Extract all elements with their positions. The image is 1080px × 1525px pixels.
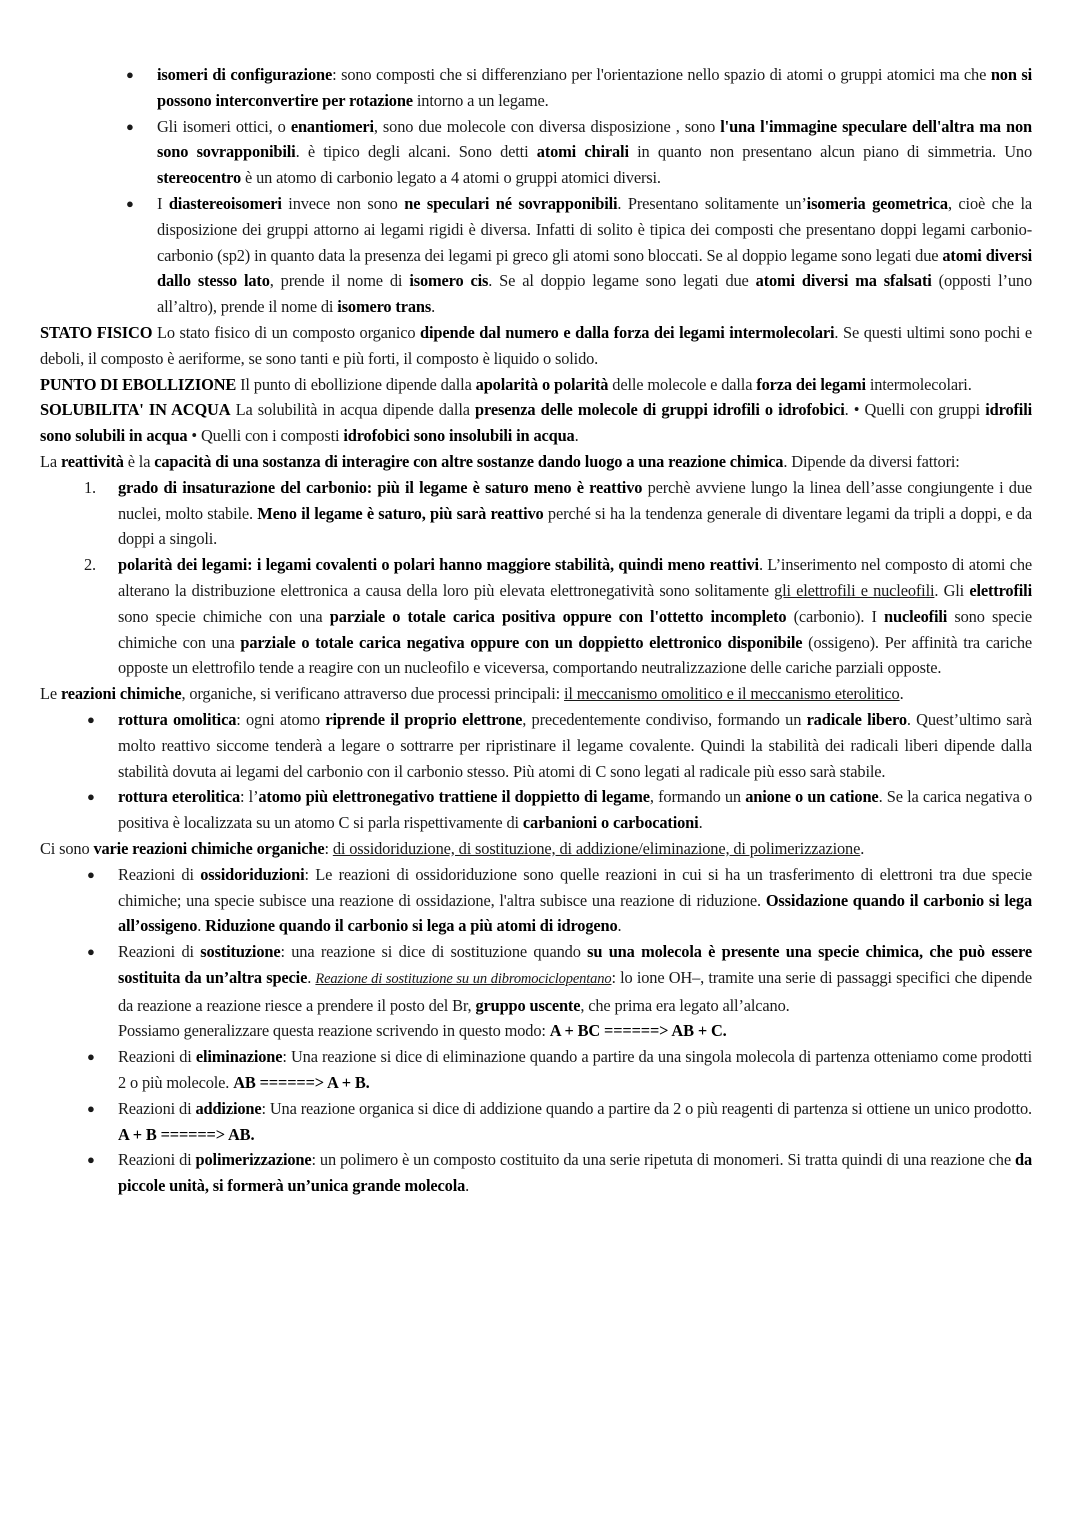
bold-text: addizione bbox=[195, 1098, 262, 1118]
text-run: : ogni atomo bbox=[236, 709, 326, 729]
text-run: . Se la carica negativa o positiva è localizzata su un atomo C si parla rispettivamente di bbox=[118, 787, 1032, 833]
underlined-text: Reazione di sostituzione su un dibromociclopentano bbox=[315, 970, 612, 987]
bold-text: su una molecola è presente una specie chimica, che può essere sostituita da un’altra specie bbox=[118, 942, 1033, 987]
bullet-icon: ● bbox=[87, 866, 95, 882]
text-run: Reazioni di bbox=[118, 864, 201, 884]
bold-text: da piccole unità, si formerà un’unica grande molecola bbox=[118, 1150, 1032, 1196]
bold-text: ne speculari né sovrapponibili bbox=[404, 193, 618, 213]
text-run: . bbox=[431, 297, 436, 317]
bullet-list-item bbox=[40, 62, 1032, 114]
bold-text: rottura eterolitica bbox=[118, 787, 241, 807]
paragraph bbox=[40, 449, 1032, 475]
bullet-list-item bbox=[40, 1147, 1032, 1199]
text-run: , precedentemente condiviso, formando un bbox=[522, 709, 807, 729]
bold-text: Riduzione quando il carbonio si lega a più atomi di idrogeno bbox=[205, 916, 618, 936]
text-run: . Se questi ultimi sono pochi e deboli, il composto è aeriforme, se sono tanti e più forti, il composto è liquido o solido. bbox=[40, 322, 1032, 368]
bold-text: sostituzione bbox=[200, 942, 281, 962]
paragraph bbox=[40, 320, 1032, 372]
bullet-list-item bbox=[40, 784, 1032, 836]
text-run: perché si ha la tendenza generale di diventare legami da tripli a doppi, e da doppi a singoli. bbox=[118, 503, 1032, 549]
text-run: intorno a un legame. bbox=[412, 90, 549, 110]
text-run: Reazioni di bbox=[118, 1047, 196, 1067]
bold-text: atomi diversi ma sfalsati bbox=[755, 271, 932, 291]
text-run: Reazioni di bbox=[118, 1098, 196, 1118]
bold-text: parziale o totale carica negativa oppure con un doppietto elettronico disponibile bbox=[240, 632, 803, 652]
text-run: . Gli bbox=[934, 580, 970, 600]
numbered-list-item bbox=[40, 475, 1032, 552]
underlined-text: gli elettrofili e nucleofili bbox=[774, 580, 935, 600]
bold-text: stereocentro bbox=[157, 168, 242, 188]
bold-text: reattività bbox=[60, 451, 124, 471]
bold-text: Meno il legame è saturo, più sarà reattivo bbox=[257, 503, 544, 523]
paragraph-continuation bbox=[118, 1018, 1032, 1044]
bullet-icon: ● bbox=[126, 67, 134, 82]
text-run: delle molecole e dalla bbox=[608, 374, 757, 394]
bullet-list-item bbox=[40, 939, 1032, 1044]
text-run: . Se al doppio legame sono legati due bbox=[488, 271, 756, 291]
bold-text: gruppo uscente bbox=[475, 995, 581, 1015]
bold-text: idrofobici sono insolubili in acqua bbox=[343, 426, 575, 446]
paragraph bbox=[40, 397, 1032, 449]
list-number: 1. bbox=[84, 477, 96, 497]
text-run: . bbox=[574, 426, 579, 446]
bold-text: reazioni chimiche bbox=[60, 684, 182, 704]
text-run: . Presentano solitamente un’ bbox=[617, 193, 807, 213]
text-run: Reazioni di bbox=[118, 942, 201, 962]
text-run: è un atomo di carbonio legato a 4 atomi o gruppi atomici diversi. bbox=[241, 168, 661, 188]
text-run: (ossigeno). Per affinità tra cariche opposte un elettrofilo tende a reagire con un nucleofilo e viceversa, comportando neutralizzazione delle cariche parziali opposte. bbox=[118, 632, 1032, 678]
bold-text: isomeri di configurazione bbox=[157, 65, 333, 84]
text-run: • Quelli con i composti bbox=[187, 426, 344, 446]
bold-text: non si possono interconvertire per rotazione bbox=[157, 65, 1033, 110]
text-run: , formando un bbox=[649, 787, 746, 807]
bold-text: atomo più elettronegativo trattiene il doppietto di legame bbox=[258, 787, 650, 807]
text-run: . bbox=[307, 967, 316, 987]
bold-text: anione o un catione bbox=[745, 787, 879, 807]
underlined-text: il meccanismo omolitico e il meccanismo eterolitico bbox=[564, 684, 900, 704]
numbered-list-item bbox=[40, 552, 1032, 681]
text-run: , prende il nome di bbox=[269, 271, 410, 291]
bold-text: enantiomeri bbox=[290, 116, 374, 136]
bullet-icon: ● bbox=[126, 195, 134, 211]
bold-text: riprende il proprio elettrone bbox=[325, 709, 523, 729]
text-run: Gli isomeri ottici, o bbox=[157, 116, 291, 136]
bullet-icon: ● bbox=[87, 1152, 95, 1168]
bullet-list-item bbox=[40, 191, 1032, 320]
bold-text: dipende dal numero e dalla forza dei legami intermolecolari bbox=[420, 322, 835, 342]
bold-text: rottura omolitica bbox=[118, 709, 237, 729]
text-run: : lo ione OH–, tramite una serie di passaggi specifici che dipende da reazione a reazione riesce a prendere il posto del Br, bbox=[118, 967, 1032, 1015]
bullet-icon: ● bbox=[87, 944, 95, 960]
bullet-icon: ● bbox=[87, 789, 95, 805]
bold-text: STATO FISICO bbox=[40, 322, 153, 342]
bold-text: radicale libero bbox=[806, 709, 907, 729]
bold-text: isomero trans bbox=[337, 297, 432, 317]
bold-text: polimerizzazione bbox=[195, 1150, 312, 1170]
bold-text: isomero cis bbox=[409, 271, 489, 291]
text-run: . bbox=[465, 1176, 470, 1196]
text-run: , organiche, si verificano attraverso due processi principali: bbox=[181, 684, 565, 704]
bold-text: capacità di una sostanza di interagire con altre sostanze dando luogo a una reazione chimica bbox=[154, 451, 784, 471]
bullet-icon: ● bbox=[87, 711, 95, 727]
text-run: Ci sono bbox=[40, 838, 94, 858]
bold-text: idrofili sono solubili in acqua bbox=[40, 400, 1033, 446]
text-run: : Una reazione si dice di eliminazione quando a partire da una singola molecola di partenza otteniamo come prodotti 2 o più molecole. bbox=[118, 1047, 1032, 1093]
paragraph bbox=[40, 681, 1032, 707]
text-run: : Una reazione organica si dice di addizione quando a partire da 2 o più reagenti di partenza si ottiene un unico prodotto. bbox=[261, 1098, 1032, 1118]
text-run: Il punto di ebollizione dipende dalla bbox=[236, 374, 476, 394]
bold-text: AB ======> A + B. bbox=[233, 1073, 370, 1093]
bold-text: PUNTO DI EBOLLIZIONE bbox=[40, 374, 237, 394]
document-page bbox=[40, 62, 1032, 1199]
text-run: Reazioni di bbox=[118, 1150, 196, 1170]
bullet-icon: ● bbox=[87, 1049, 95, 1065]
text-run: . Dipende da diversi fattori: bbox=[783, 451, 960, 471]
text-run: perchè avviene lungo la linea dell’asse congiungente i due nuclei, molto stabile. bbox=[118, 477, 1032, 523]
text-run: invece non sono bbox=[281, 193, 405, 213]
text-run: : una reazione si dice di sostituzione quando bbox=[280, 942, 588, 962]
bold-text: elettrofili bbox=[969, 580, 1032, 600]
bullet-list-item bbox=[40, 1044, 1032, 1096]
text-run: (opposti l’uno all’altro), prende il nome di bbox=[157, 271, 1032, 317]
bullet-list-item bbox=[40, 707, 1032, 784]
bullet-list-item bbox=[40, 114, 1032, 191]
bold-text: diastereoisomeri bbox=[168, 193, 282, 213]
underlined-text: di ossidoriduzione, di sostituzione, di addizione/eliminazione, di polimerizzazione bbox=[332, 838, 861, 858]
bold-text: carbanioni o carbocationi bbox=[522, 813, 699, 833]
text-run: . è tipico degli alcani. Sono detti bbox=[295, 142, 537, 162]
text-run: I bbox=[157, 193, 169, 213]
bullet-list-item bbox=[40, 862, 1032, 939]
list-number: 2. bbox=[84, 555, 96, 575]
text-run: , sono due molecole con diversa disposizione , sono bbox=[373, 116, 721, 136]
text-run: Lo stato fisico di un composto organico bbox=[152, 322, 421, 342]
bold-text: A + B ======> AB. bbox=[118, 1124, 255, 1144]
text-run: . bbox=[197, 916, 206, 936]
bold-text: A + BC ======> AB + C. bbox=[549, 1021, 727, 1041]
bold-text: polarità dei legami: i legami covalenti o polari hanno maggiore stabilità, quindi meno reattivi bbox=[118, 555, 759, 575]
bold-text: atomi chirali bbox=[536, 142, 629, 162]
paragraph bbox=[40, 372, 1032, 398]
text-run: . bbox=[860, 838, 865, 858]
text-run: . L’inserimento nel composto di atomi che alterano la distribuzione elettronica a causa della loro più elevata elettronegatività sono solitamente bbox=[118, 555, 1033, 600]
text-run: La solubilità in acqua dipende dalla bbox=[230, 400, 476, 420]
bold-text: ossidoriduzioni bbox=[200, 864, 305, 884]
text-run: : un polimero è un composto costituito da una serie ripetuta di monomeri. Si tratta quindi di una reazione che bbox=[311, 1150, 1015, 1170]
bold-text: Ossidazione quando il carbonio si lega all’ossigeno bbox=[118, 890, 1032, 936]
text-run: è la bbox=[123, 451, 155, 471]
bold-text: atomi diversi dallo stesso lato bbox=[157, 245, 1032, 291]
text-run: . Quest’ultimo sarà molto reattivo siccome tenderà a legare o sottrarre per ripristinare il legame covalente. Quindi la stabilità dei radicali liberi dipende dalla stabilità dovuta ai legami del carbonio con il carbonio stesso. Più atomi di C sono legati al radicale più esso sarà stabile. bbox=[118, 709, 1032, 781]
text-run: in quanto non presentano alcun piano di simmetria. Uno bbox=[628, 142, 1032, 162]
bold-text: grado di insaturazione del carbonio: più il legame è saturo meno è reattivo bbox=[118, 477, 643, 497]
bold-text: apolarità o polarità bbox=[475, 374, 609, 394]
text-run: La bbox=[40, 451, 61, 471]
text-run: (carbonio). I bbox=[786, 606, 885, 626]
text-run: , che prima era legato all’alcano. bbox=[580, 995, 790, 1015]
text-run: sono specie chimiche con una bbox=[118, 606, 1032, 652]
text-run: : Le reazioni di ossidoriduzione sono quelle reazioni in cui si ha un trasferimento di elettroni tra due specie chimiche; una specie subisce una reazione di ossidazione, l'altra subisce una reazione di riduzione. bbox=[118, 864, 1032, 910]
text-run: : bbox=[324, 838, 333, 858]
text-run: . bbox=[899, 684, 904, 704]
bold-text: isomeria geometrica bbox=[806, 193, 948, 213]
bold-text: SOLUBILITA' IN ACQUA bbox=[40, 400, 231, 420]
text-run: : sono composti che si differenziano per l'orientazione nello spazio di atomi o gruppi atomici ma che bbox=[332, 65, 991, 84]
bold-text: forza dei legami bbox=[756, 374, 866, 394]
text-run: , cioè che la disposizione dei gruppi attorno ai legami rigidi è diversa. Infatti di solito è tipica dei composti che presentano doppi legami carbonio-carbonio (sp2) in quanto data la presenza dei legami pi greco gli atomi sono bloccati. Se al doppio legame sono legati due bbox=[157, 193, 1032, 265]
text-run: intermolecolari. bbox=[865, 374, 972, 394]
text-run: . bbox=[698, 813, 703, 833]
bullet-icon: ● bbox=[87, 1100, 95, 1116]
text-run: : l’ bbox=[240, 787, 259, 807]
text-run: . • Quelli con gruppi bbox=[844, 400, 986, 420]
paragraph bbox=[40, 836, 1032, 862]
bold-text: l'una l'immagine speculare dell'altra ma non sono sovrapponibili bbox=[157, 116, 1032, 162]
bold-text: varie reazioni chimiche organiche bbox=[93, 838, 325, 858]
bullet-icon: ● bbox=[126, 118, 134, 134]
text-run: sono specie chimiche con una bbox=[118, 606, 330, 626]
bold-text: nucleofili bbox=[884, 606, 948, 626]
text-run: Le bbox=[40, 684, 61, 704]
bold-text: parziale o totale carica positiva oppure con l'ottetto incompleto bbox=[329, 606, 787, 626]
bold-text: eliminazione bbox=[195, 1047, 283, 1067]
bullet-list-item bbox=[40, 1096, 1032, 1148]
text-run: . bbox=[617, 916, 622, 936]
bold-text: presenza delle molecole di gruppi idrofili o idrofobici bbox=[475, 400, 845, 420]
text-run: Possiamo generalizzare questa reazione scrivendo in questo modo: bbox=[118, 1021, 550, 1041]
